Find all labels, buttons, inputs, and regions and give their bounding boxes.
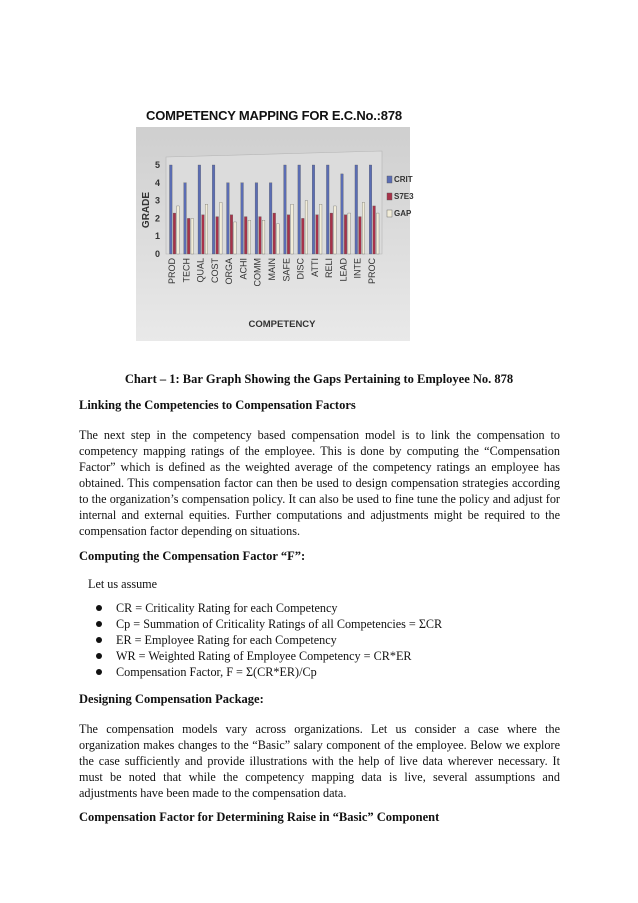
bar-gap (191, 218, 194, 254)
bar-crit (212, 165, 215, 254)
bar-s7e3 (359, 217, 362, 254)
assumption-list (94, 600, 442, 680)
y-tick-label: 1 (154, 231, 160, 242)
section-heading-linking: Linking the Competencies to Compensation Factors (79, 398, 356, 412)
intro-text: Let us assume (88, 577, 158, 591)
bar-chart (136, 127, 414, 341)
y-tick-label: 5 (154, 160, 160, 170)
y-tick-label: 2 (154, 213, 160, 224)
bar-gap (291, 204, 294, 254)
x-tick-label: ATTI (309, 258, 320, 277)
list-item: WR = Weighted Rating of Employee Competency = CR*ER (94, 648, 442, 664)
bullet-icon (96, 637, 102, 643)
legend-swatch (387, 193, 392, 200)
list-item: Cp = Summation of Criticality Ratings of all Competencies = ΣCR (94, 616, 442, 632)
list-item: CR = Criticality Rating for each Competency (94, 600, 442, 616)
section-heading-compensation-factor: Compensation Factor for Determining Raise in “Basic” Component (79, 810, 440, 824)
paragraph-designing: The compensation models vary across organizations. Let us consider a case where the organization makes changes to the “Basic” salary component of the employee. Below we explore the case sufficiently and provide illustrations with the help of live data wherever necessary. It must be noted that while the competency mapping data is live, several assumptions and adjustments have been made to the compensation data. (79, 722, 560, 800)
bar-s7e3 (302, 218, 305, 254)
bar-crit (312, 165, 315, 254)
section-heading-computing: Computing the Compensation Factor “F”: (79, 549, 306, 563)
bar-s7e3 (230, 215, 233, 254)
bar-crit (269, 183, 272, 254)
legend-label: S7E3 (394, 192, 414, 201)
bar-crit (284, 165, 287, 254)
x-tick-label: PROC (366, 258, 377, 285)
bar-crit (298, 165, 301, 254)
list-item: Compensation Factor, F = Σ(CR*ER)/Cp (94, 664, 442, 680)
legend-label: GAP (394, 209, 412, 218)
bar-crit (184, 183, 187, 254)
x-tick-label: DISC (295, 258, 306, 280)
bar-s7e3 (259, 217, 262, 254)
bar-s7e3 (202, 215, 205, 254)
section-heading-designing: Designing Compensation Package: (79, 692, 264, 706)
y-tick-label: 4 (154, 177, 160, 188)
chart-caption: Chart – 1: Bar Graph Showing the Gaps Pertaining to Employee No. 878 (124, 372, 514, 386)
x-tick-label: RELI (324, 258, 335, 279)
x-tick-label: TECH (181, 258, 192, 283)
bar-s7e3 (330, 213, 333, 254)
y-tick-label: 3 (154, 195, 160, 206)
list-item: ER = Employee Rating for each Competency (94, 632, 442, 648)
x-tick-label: LEAD (338, 258, 349, 282)
bar-gap (234, 222, 237, 254)
x-tick-label: SAFE (281, 258, 292, 282)
bar-s7e3 (216, 217, 219, 254)
bullet-icon (96, 605, 102, 611)
bar-crit (355, 165, 358, 254)
bar-gap (305, 201, 308, 254)
bar-gap (376, 213, 379, 254)
bar-gap (262, 220, 265, 254)
bar-s7e3 (287, 215, 290, 254)
bar-s7e3 (187, 218, 190, 254)
chart-title: COMPETENCY MAPPING FOR E.C.No.:878 (146, 108, 402, 123)
bar-crit (326, 165, 329, 254)
bar-crit (255, 183, 258, 254)
bar-gap (348, 213, 351, 254)
bullet-icon (96, 653, 102, 659)
bar-crit (241, 183, 244, 254)
x-tick-label: QUAL (195, 258, 206, 283)
bar-chart-svg (136, 127, 414, 341)
bar-s7e3 (316, 215, 319, 254)
bar-gap (177, 206, 180, 254)
legend-swatch (387, 176, 392, 183)
bar-gap (277, 224, 280, 254)
bar-gap (319, 204, 322, 254)
bullet-icon (96, 621, 102, 627)
legend-label: CRIT (394, 175, 413, 184)
bar-s7e3 (373, 206, 376, 254)
x-tick-label: PROD (167, 258, 178, 285)
x-axis-label: COMPETENCY (248, 319, 316, 330)
bar-gap (205, 204, 208, 254)
bar-s7e3 (173, 213, 176, 254)
bar-gap (362, 202, 365, 254)
x-tick-label: ACHI (238, 258, 249, 280)
bullet-icon (96, 669, 102, 675)
bar-crit (341, 174, 344, 254)
bar-s7e3 (244, 217, 247, 254)
bar-gap (220, 202, 223, 254)
x-tick-label: COMM (252, 258, 263, 287)
y-axis-label: GRADE (141, 191, 152, 229)
x-tick-label: ORGA (224, 258, 235, 285)
legend-swatch (387, 210, 392, 217)
bar-crit (369, 165, 372, 254)
x-tick-label: MAIN (267, 258, 277, 281)
x-tick-label: COST (209, 258, 220, 284)
bar-s7e3 (344, 215, 347, 254)
bar-crit (227, 183, 230, 254)
y-tick-label: 0 (154, 249, 160, 259)
bar-gap (248, 220, 251, 254)
paragraph-linking: The next step in the competency based compensation model is to link the compensation to competency mapping ratings of the employee. This is done by computing the “Compensation Factor” which is defined as the weighted average of the competency ratings an employee has obtained. This compensation factor can then be used to design compensation strategies according to the organization’s compensation policy. It can also be used to fine tune the policy and adjust for internal and external equities. Further computations and adjustments might be required to the compensation factor depending on situations. (79, 428, 560, 538)
x-tick-label: INTE (352, 258, 363, 279)
bar-crit (198, 165, 201, 254)
bar-crit (170, 165, 173, 254)
bar-s7e3 (273, 213, 276, 254)
bar-gap (334, 206, 337, 254)
